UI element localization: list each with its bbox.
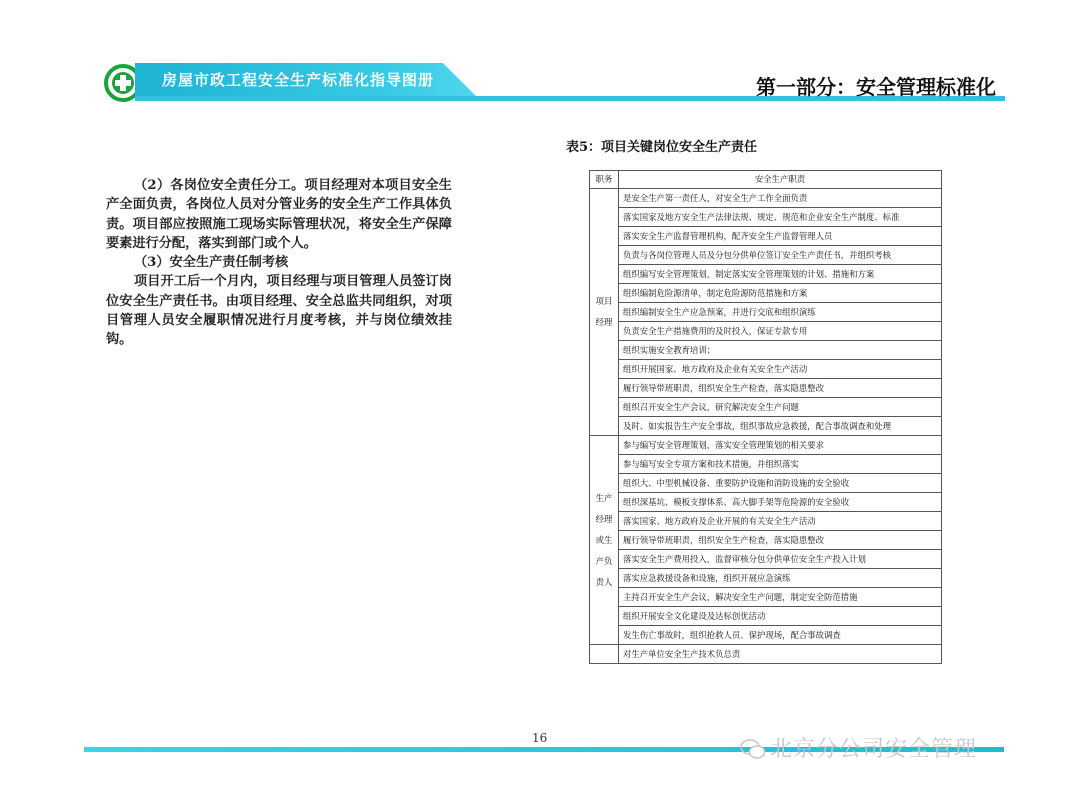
table-row [590, 512, 942, 531]
table-row [590, 303, 942, 322]
duty-cell: 组织编制危险源清单，制定危险源防范措施和方案 [619, 284, 942, 303]
table-row [590, 531, 942, 550]
responsibility-table [589, 170, 942, 664]
table-row [590, 360, 942, 379]
table-row [590, 550, 942, 569]
table-row [590, 341, 942, 360]
table-row [590, 265, 942, 284]
table-row [590, 493, 942, 512]
duty-cell: 及时、如实报告生产安全事故，组织事故应急救援，配合事故调查和处理 [619, 417, 942, 436]
banner-title: 房屋市政工程安全生产标准化指导图册 [162, 71, 435, 89]
duty-cell: 组织开展安全文化建设及达标创优活动 [619, 607, 942, 626]
duty-cell: 落实安全生产费用投入，监督审核分包分供单位安全生产投入计划 [619, 550, 942, 569]
table-row [590, 588, 942, 607]
duty-cell: 发生伤亡事故时，组织抢救人员、保护现场，配合事故调查 [619, 626, 942, 645]
table-row [590, 645, 942, 664]
duty-cell: 组织实施安全教育培训； [619, 341, 942, 360]
duty-cell: 落实国家、地方政府及企业开展的有关安全生产活动 [619, 512, 942, 531]
table-row [590, 569, 942, 588]
duty-cell: 参与编写安全专项方案和技术措施，并组织落实 [619, 455, 942, 474]
duty-cell: 履行领导带班职责，组织安全生产检查，落实隐患整改 [619, 379, 942, 398]
table-row [590, 626, 942, 645]
duty-cell: 组织编写安全管理策划，制定落实安全管理策划的计划、措施和方案 [619, 265, 942, 284]
role-cell: 生产经理或生产负责人 [590, 436, 619, 645]
duty-cell: 负责安全生产措施费用的及时投入，保证专款专用 [619, 322, 942, 341]
duty-cell: 负责与各岗位管理人员及分包分供单位签订安全生产责任书，并组织考核 [619, 246, 942, 265]
table-row [590, 436, 942, 455]
table-row [590, 246, 942, 265]
table-row [590, 322, 942, 341]
duty-cell: 参与编写安全管理策划，落实安全管理策划的相关要求 [619, 436, 942, 455]
duty-cell: 落实安全生产监督管理机构，配齐安全生产监督管理人员 [619, 227, 942, 246]
role-cell [590, 645, 619, 664]
table-row [590, 417, 942, 436]
table-row [590, 379, 942, 398]
duty-cell: 组织大、中型机械设备、重要防护设施和消防设施的安全验收 [619, 474, 942, 493]
column-header-duty: 安全生产职责 [619, 171, 942, 189]
table-row [590, 455, 942, 474]
table-row [590, 474, 942, 493]
paragraph-assessment-heading: （3）安全生产责任制考核 [134, 255, 289, 271]
duty-cell: 落实应急救援设备和设施，组织开展应急演练 [619, 569, 942, 588]
duty-cell: 组织召开安全生产会议，研究解决安全生产问题 [619, 398, 942, 417]
body-text [106, 176, 452, 350]
duty-cell: 落实国家及地方安全生产法律法规、规定、规范和企业安全生产制度、标准 [619, 208, 942, 227]
column-header-role: 职务 [590, 171, 619, 189]
table-header-row [590, 171, 942, 189]
duty-cell: 是安全生产第一责任人，对安全生产工作全面负责 [619, 189, 942, 208]
table-row [590, 189, 942, 208]
page-number: 16 [532, 731, 548, 745]
table-row [590, 284, 942, 303]
wechat-icon [740, 738, 766, 760]
table-row [590, 607, 942, 626]
watermark-text: 北京分公司安全管理 [770, 737, 978, 762]
duty-cell: 主持召开安全生产会议，解决安全生产问题，制定安全防范措施 [619, 588, 942, 607]
duty-cell: 组织编制安全生产应急预案，并进行交底和组织演练 [619, 303, 942, 322]
duty-cell: 履行领导带班职责，组织安全生产检查，落实隐患整改 [619, 531, 942, 550]
duty-cell: 组织开展国家、地方政府及企业有关安全生产活动 [619, 360, 942, 379]
paragraph-responsibility-division: （2）各岗位安全责任分工。项目经理对本项目安全生产全面负责，各岗位人员对分管业务的安全生产工作具体负责。项目部应按照施工现场实际管理状况，将安全生产保障要素进行分配，落实到部门或个人。 [106, 178, 452, 251]
duty-cell: 对生产单位安全生产技术负总责 [619, 645, 942, 664]
duty-cell: 组织深基坑、模板支撑体系、高大脚手架等危险源的安全验收 [619, 493, 942, 512]
table-row [590, 208, 942, 227]
part-title: 第一部分：安全管理标准化 [756, 75, 996, 99]
paragraph-assessment-body: 项目开工后一个月内，项目经理与项目管理人员签订岗位安全生产责任书。由项目经理、安全总监共同组织，对项目管理人员安全履职情况进行月度考核，并与岗位绩效挂钩。 [106, 274, 452, 348]
table-row [590, 227, 942, 246]
role-cell: 项目经理 [590, 189, 619, 436]
table-caption: 表5：项目关键岗位安全生产责任 [566, 140, 758, 155]
table-row [590, 398, 942, 417]
